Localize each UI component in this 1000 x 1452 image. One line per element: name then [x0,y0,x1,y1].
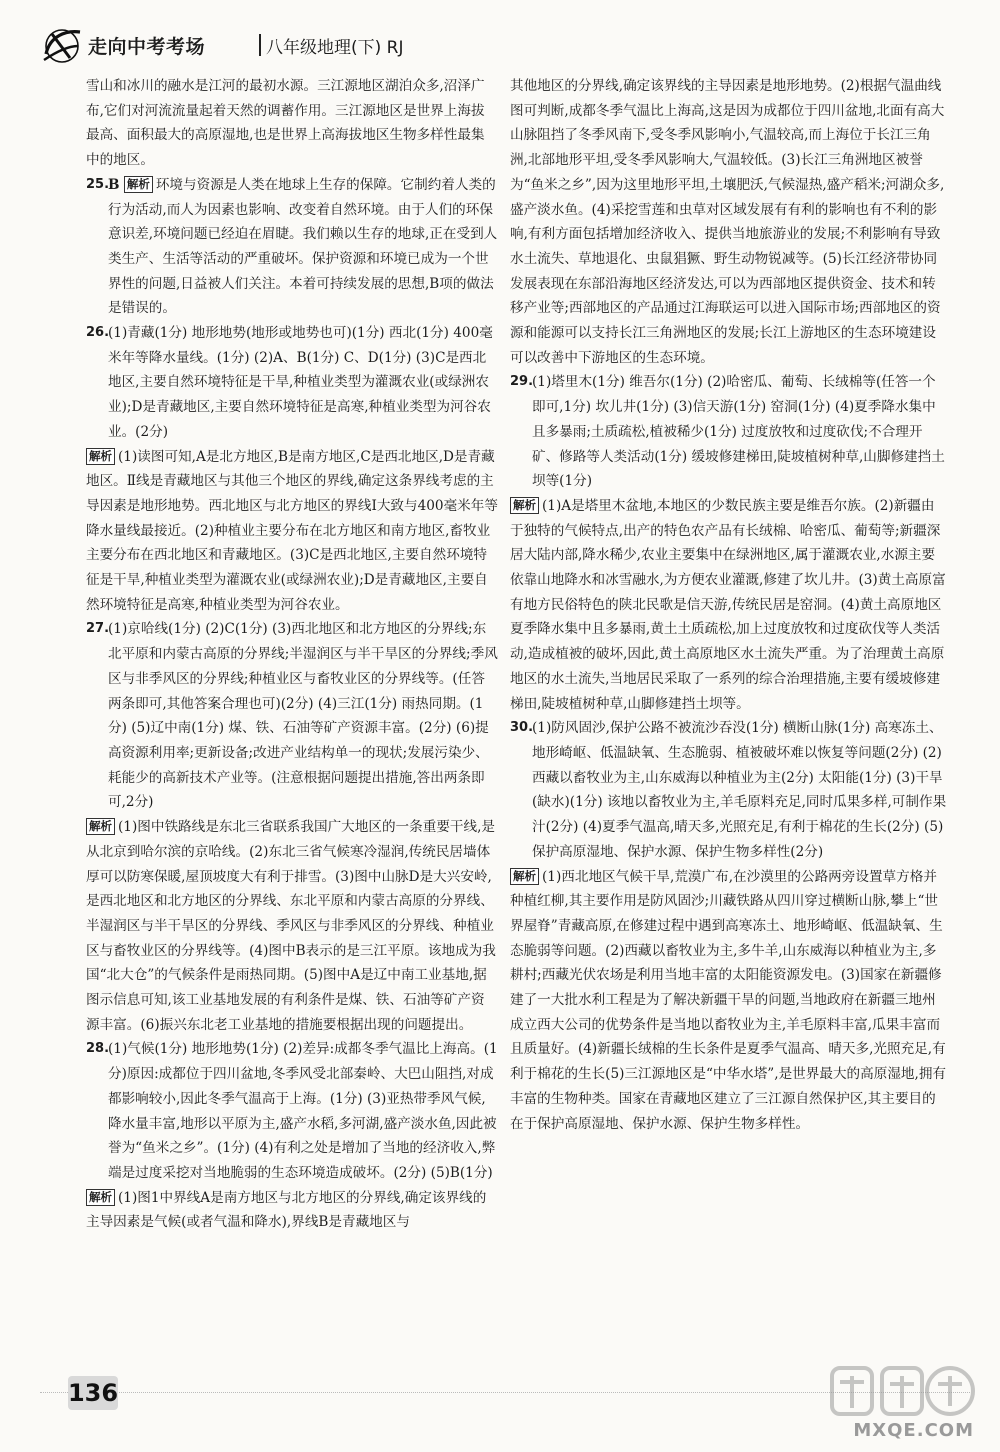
jiexi-tag: 解析 [510,868,539,885]
explanation-text: 其他地区的分界线,确定该界线的主导因素是地形地势。(2)根据气温曲线图可判断,成都冬季气温比上海高,这是因为成都位于四川盆地,北面有高大山脉阻挡了冬季风南下,受冬季风影响小,气温较高,而上海位于长江三角洲,北部地形平坦,受冬季风影响大,气温较低。(3)长江三角洲地区被誉为“鱼米之乡”,因为这里地形平坦,土壤肥沃,气候湿热,盛产稻米;河湖众多,盛产淡水鱼。(4)采挖雪莲和虫草对区域发展有有利的影响也有不利的影响,有利方面包括增加经济收入、提供当地旅游业的发展;不利影响有导致水土流失、草地退化、虫鼠猖獗、野生动物锐减等。(5)长江经济带协同发展表现在东部沿海地区经济发达,可以为西部地区提供资金、技术和转移产业等;西部地区的产品通过江海联运可以进入国际市场;西部地区的资源和能源可以支持长江三角洲地区的发展;长江上游地区的生态环境建设可以改善中下游地区的生态环境。 [510,78,945,366]
answer-text: (1)防风固沙,保护公路不被流沙吞没(1分) 横断山脉(1分) 高寒冻土、地形崎岖、低温缺氧、生态脆弱、植被破坏难以恢复等问题(2分) (2)西藏以畜牧业为主,山东威海以种植业为主(2分) 太阳能(1分) (3)干旱(缺水)(1分) 该地以畜牧业为主,羊毛原料充足,同时瓜果多样,可制作果汁(2分) (4)夏季气温高,晴天多,光照充足,有利于棉花的生长(2分) (5)保护高原湿地、保护水源、保护生物多样性(2分) [532,720,947,860]
page-number: 136 [68,1376,118,1410]
explanation-29 [510,494,947,716]
explanation-text: 环境与资源是人类在地球上生存的保障。它制约着人类的行为活动,而人为因素也影响、改变着自然环境。由于人们的环保意识差,环境问题已经迫在眉睫。我们赖以生存的地球,正在受到人类生产、生活等活动的严重破坏。保护资源和环境已成为一个世界性的问题,日益被人们关注。本着可持续发展的思想,B项的做法是错误的。 [108,176,498,317]
explanation-27 [86,815,498,1037]
question-number: 27. [86,621,110,637]
answer-block-30 [510,716,947,864]
book-brand: 走向中考考场 [88,36,206,58]
answer-block-25 [86,173,498,321]
explanation-30 [510,865,947,1137]
answer-text: (1)塔里木(1分) 维吾尔(1分) (2)哈密瓜、葡萄、长绒棉等(任答一个即可,1分) 坎儿井(1分) (3)信天游(1分) 窑洞(1分) (4)夏季降水集中且多暴雨;土质疏松,植被稀少(1分) 过度放牧和过度砍伐;不合理开矿、修路等人类活动(1分) 缓坡修建梯田,陡坡植树种草,山脚修建挡土坝等(1分) [532,374,945,490]
watermark-text: MXQE.COM [853,1420,974,1441]
answer-block-26 [86,321,498,445]
explanation-text: (1)A是塔里木盆地,本地区的少数民族主要是维吾尔族。(2)新疆由于独特的气候特点,出产的特色农产品有长绒棉、哈密瓜、葡萄等;新疆深居大陆内部,降水稀少,农业主要集中在绿洲地区,属于灌溉农业,水源主要依靠山地降水和冰雪融水,为方便农业灌溉,修建了坎儿井。(3)黄土高原富有地方民俗特色的陕北民歌是信天游,传统民居是窑洞。(4)黄土高原地区夏季降水集中且多暴雨,黄土土质疏松,加上过度放牧和过度砍伐等人类活动,造成植被的破坏,因此,黄土高原地区水土流失严重。为了治理黄土高原地区的水土流失,当地居民采取了一系列的综合治理措施,主要有缓坡修建梯田,陡坡植树种草,山脚修建挡土坝等。 [510,497,946,712]
answer-text: (1)气候(1分) 地形地势(1分) (2)差异:成都冬季气温比上海高。(1分)原因:成都位于四川盆地,冬季风受北部秦岭、大巴山阻挡,对成都影响较小,因此冬季气温高于上海。(1分) (3)亚热带季风气候,降水量丰富,地形以平原为主,盛产水稻,多河湖,盛产淡水鱼,因此被誉为“鱼米之乡”。(1分) (4)有利之处是增加了当地的经济收入,弊端是过度采挖对当地脆弱的生态环境造成破坏。(2分) (5)B(1分) [108,1041,498,1181]
explanation-text: (1)图1中界线A是南方地区与北方地区的分界线,确定该界线的主导因素是气候(或者气温和降水),界线B是青藏地区与 [86,1189,487,1231]
question-number: 28. [86,1041,110,1057]
answer-block-28 [86,1037,498,1185]
left-column [86,74,498,1235]
explanation-text: (1)图中铁路线是东北三省联系我国广大地区的一条重要干线,是从北京到哈尔滨的京哈线。(2)东北三省气候寒冷湿润,传统民居墙体厚可以防寒保暖,屋顶坡度大有利于排雪。(3)图中山脉D是大兴安岭,是西北地区和北方地区的分界线、东北平原和内蒙古高原的分界线、半湿润区与半干旱区的分界线、季风区与非季风区的分界线、种植业区与畜牧业区的分界线等。(4)图中B表示的是三江平原。该地成为我国“北大仓”的气候条件是雨热同期。(5)图中A是辽中南工业基地,据图示信息可知,该工业基地发展的有利条件是煤、铁、石油等矿产资源丰富。(6)振兴东北老工业基地的措施要根据出现的问题提出。 [86,819,496,1033]
jiexi-tag: 解析 [86,1189,115,1206]
answer-text: (1)京哈线(1分) (2)C(1分) (3)西北地区和北方地区的分界线;东北平原和内蒙古高原的分界线;半湿润区与半干旱区的分界线;季风区与非季风区的分界线;种植业区与畜牧业区的分界线等。(任答两条即可,其他答案合理也可)(2分) (4)三江(1分) 雨热同期。(1分) (5)辽中南(1分) 煤、铁、石油等矿产资源丰富。(2分) (6)提高资源利用率;更新设备;改进产业结构单一的现状;发展污染少、耗能少的高新技术产业等。(注意根据问题提出措施,答出两条即可,2分) [108,621,498,811]
answer-choice: B [108,176,120,193]
jiexi-tag: 解析 [510,497,539,514]
answer-block-27 [86,617,498,815]
book-logo-icon [40,24,84,64]
explanation-text: (1)西北地区气候干旱,荒漠广布,在沙漠里的公路两旁设置草方格并种植红柳,其主要作用是防风固沙;川藏铁路从四川穿过横断山脉,攀上“世界屋脊”青藏高原,在修建过程中遇到高寒冻土、地形崎岖、低温缺氧、生态脆弱等问题。(2)西藏以畜牧业为主,多牛羊,山东威海以种植业为主,多耕村;西藏光伏农场是利用当地丰富的太阳能资源发电。(3)国家在新疆修建了一大批水利工程是为了解决新疆干旱的问题,当地政府在新疆三地州成立西大公司的优势条件是当地以畜牧业为主,羊毛原料丰富,瓜果丰富而且质量好。(4)新疆长绒棉的生长条件是夏季气温高、晴天多,光照充足,有利于棉花的生长(5)三江源地区是“中华水塔”,是世界最大的高原湿地,拥有丰富的生物种类。国家在青藏地区建立了三江源自然保护区,其主要目的在于保护高原湿地、保护水源、保护生物多样性。 [510,868,947,1132]
header-divider [259,34,261,56]
jiexi-tag: 解析 [86,448,115,465]
jiexi-tag: 解析 [86,818,115,835]
answer-text: 雪山和冰川的融水是江河的最初水源。三江源地区湖泊众多,沼泽广布,它们对河流流量起着天然的调蓄作用。三江源地区是世界上海拔最高、面积最大的高原湿地,也是世界上高海拔地区生物多样性最集中的地区。 [86,78,485,169]
right-column [510,74,947,1136]
explanation-28 [86,1186,498,1235]
page-header [40,22,460,68]
jiexi-tag: 解析 [124,176,153,193]
explanation-text: (1)读图可知,A是北方地区,B是南方地区,C是西北地区,D是青藏地区。Ⅱ线是青藏地区与其他三个地区的界线,确定这条界线考虑的主导因素是地形地势。西北地区与北方地区的界线Ⅰ大致与400毫米年等降水量线最接近。(2)种植业主要分布在北方地区和南方地区,畜牧业主要分布在西北地区和青藏地区。(3)C是西北地区,主要自然环境特征是干旱,种植业类型为灌溉农业(或绿洲农业);D是青藏地区,主要自然环境特征是高寒,种植业类型为河谷农业。 [86,448,498,613]
book-subtitle: 八年级地理(下) RJ [266,38,404,58]
question-number: 30. [510,720,534,736]
question-number: 25. [86,176,110,192]
answer-block-29 [510,370,947,494]
question-number: 29. [510,374,534,390]
question-number: 26. [86,325,110,341]
answer-block-continued [86,74,498,173]
explanation-26 [86,445,498,618]
explanation-28-continued [510,74,947,370]
answer-line [108,173,498,321]
answer-text: (1)青藏(1分) 地形地势(地形或地势也可)(1分) 西北(1分) 400毫米年等降水量线。(1分) (2)A、B(1分) C、D(1分) (3)C是西北地区,主要自然环境特征是干旱,种植业类型为灌溉农业(或绿洲农业);D是青藏地区,主要自然环境特征是高寒,种植业类型为河谷农业。(2分) [108,325,493,440]
